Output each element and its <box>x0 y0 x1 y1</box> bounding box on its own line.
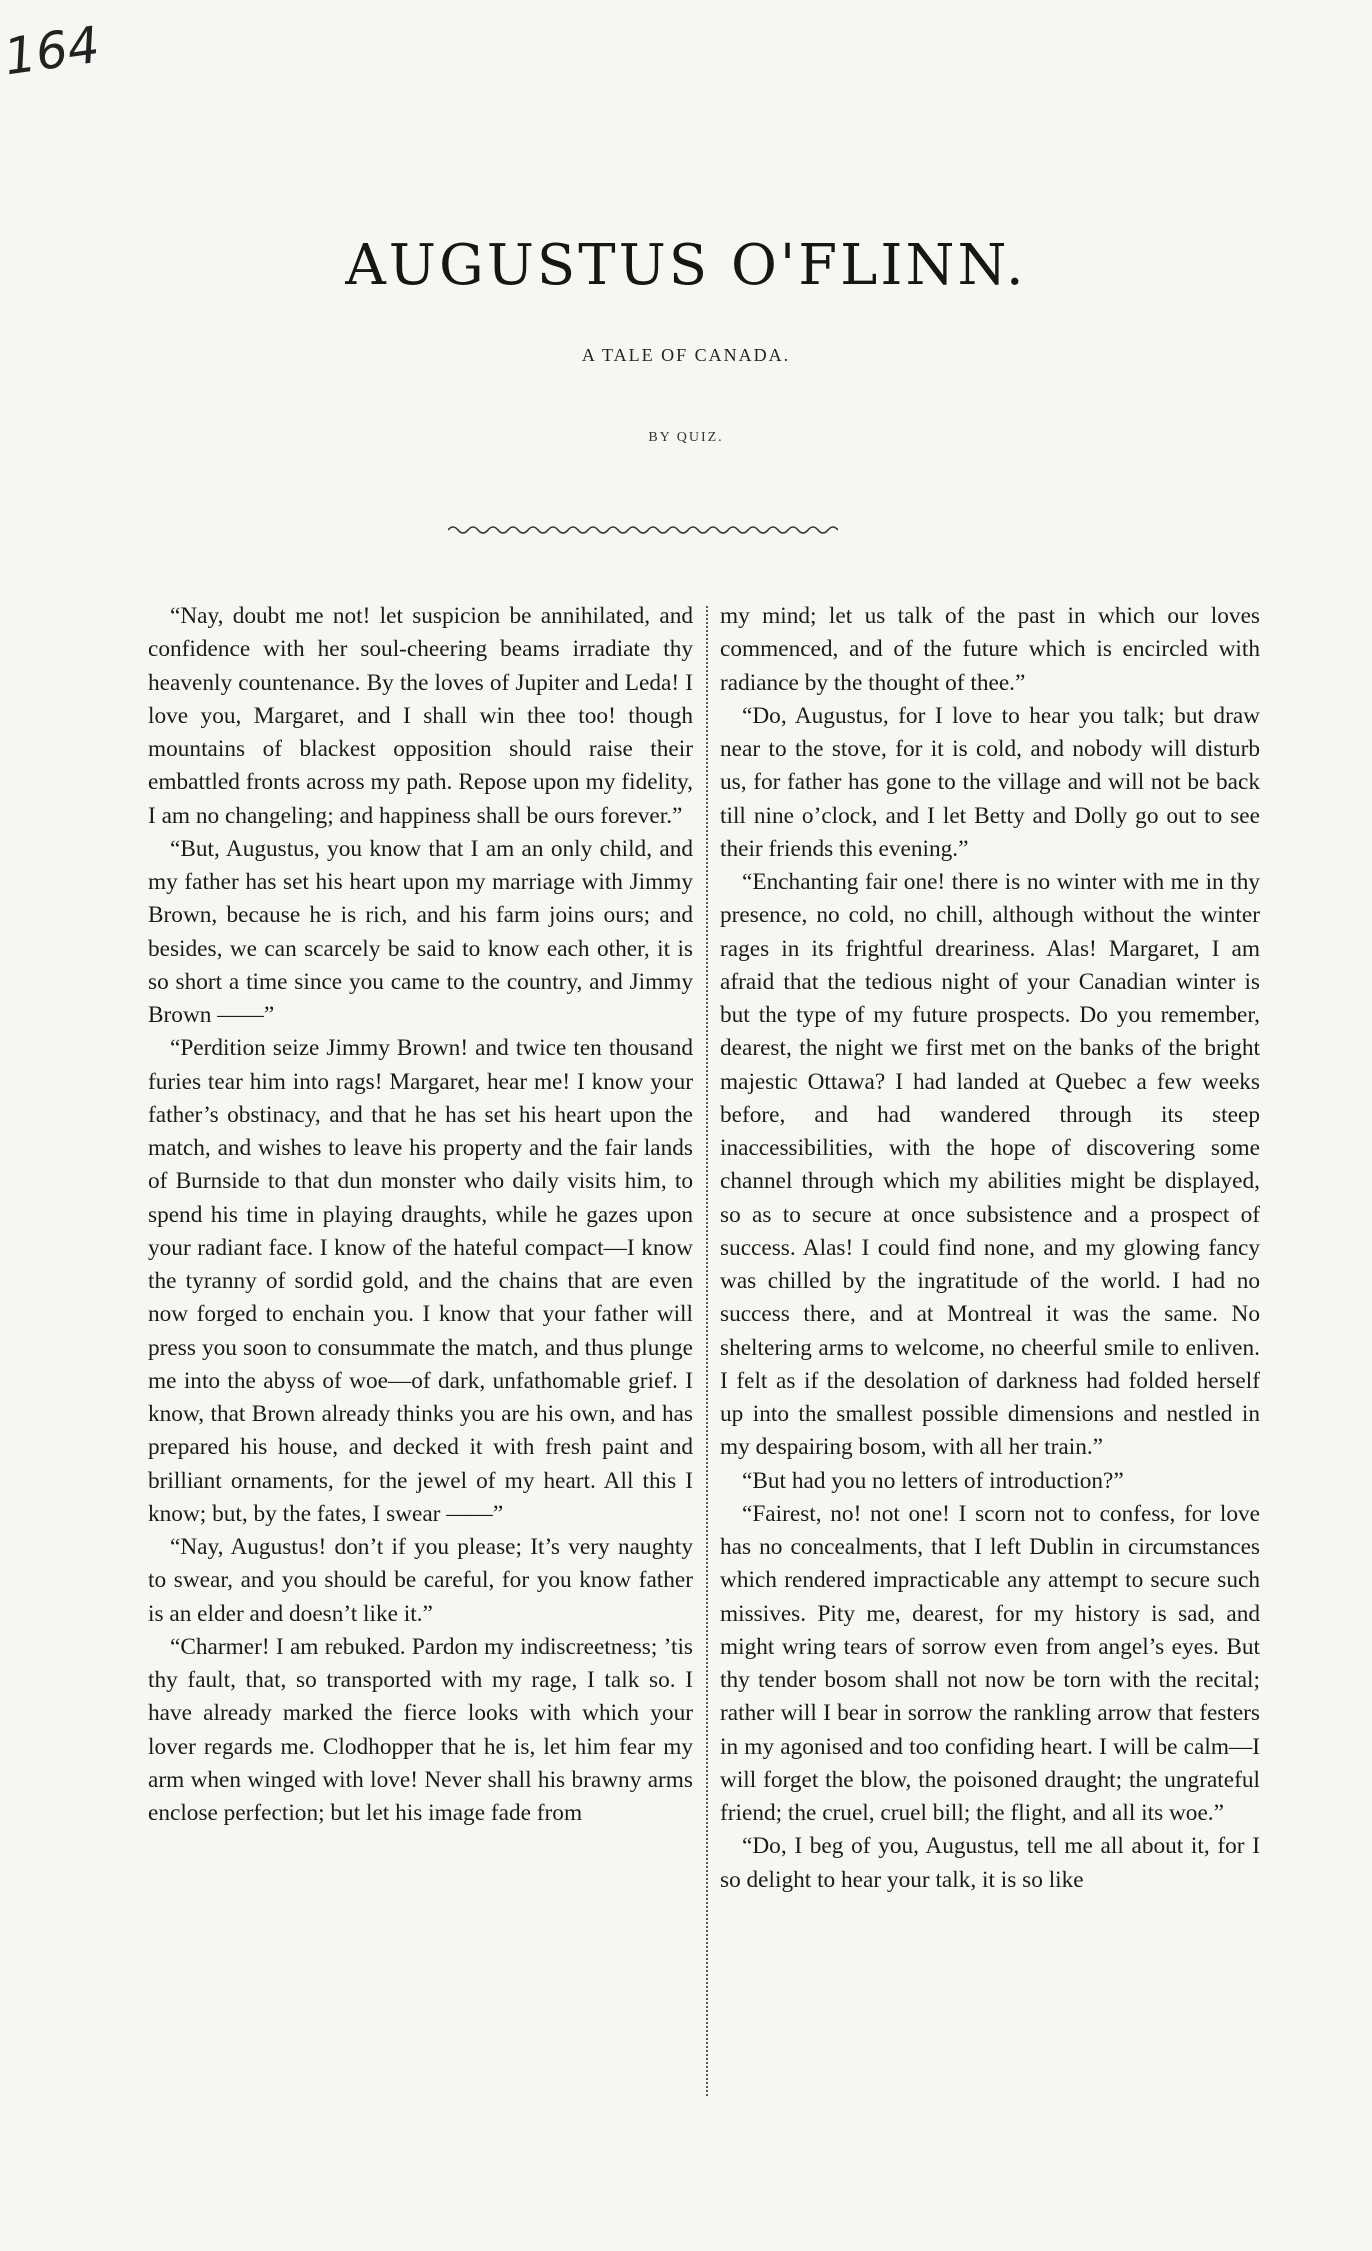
paragraph: “Do, Augustus, for I love to hear you talk; but draw near to the stove, for it is cold, and nobody will disturb us, for father has gone to the village and will not be back till nine o’clock, and I let Betty and Dolly go out to see their friends this evening.” <box>720 702 1260 862</box>
story-subtitle: A TALE OF CANADA. <box>581 345 791 365</box>
paragraph: “Enchanting fair one! there is no winter with me in thy presence, no cold, no chill, although without the winter rages in its frightful dreariness. Alas! Margaret, I am afraid that the tedious night of your Canadian winter is but the type of my future prospects. Do you remember, dearest, the night we first met on the banks of the bright majestic Ottawa? I had landed at Quebec a few weeks before, and had wandered through its steep inaccessibilities, with the hope of discovering some channel through which my abilities might be displayed, so as to secure at once subsistence and a prospect of success. Alas! I could find none, and my glowing fancy was chilled by the ingratitude of the world. I had no success there, and at Montreal it was the same. No sheltering arms to welcome, no cheerful smile to enliven. I felt as if the desolation of darkness had folded herself up into the smallest possible dimensions and nestled in my despairing bosom, with all her train.” <box>720 869 1260 1461</box>
right-column <box>720 600 1260 2095</box>
paragraph: “Nay, doubt me not! let suspicion be annihilated, and confidence with her soul-cheering beams irradiate thy heavenly countenance. By the loves of Jupiter and Leda! I love you, Margaret, and I shall win thee too! though mountains of blackest opposition should raise their embattled fronts across my path. Repose upon my fidelity, I am no changeling; and happiness shall be ours forever.” <box>148 603 693 829</box>
paragraph: “Fairest, no! not one! I scorn not to confess, for love has no concealments, that I left Dublin in circumstances which rendered impracticable any attempt to secure such missives. Pity me, dearest, for my history is sad, and might wring tears of sorrow even from angel’s eyes. But thy tender bosom shall not now be torn with the recital; rather will I bear in sorrow the rankling arrow that festers in my agonised and too confiding heart. I will be calm—I will forget the blow, the poisoned draught; the ungrateful friend; the cruel, cruel bill; the flight, and all its woe.” <box>720 1500 1260 1826</box>
paragraph: “Charmer! I am rebuked. Pardon my indiscreetness; ’tis thy fault, that, so transported with my rage, I talk so. I have already marked the fierce looks with which your lover regards me. Clodhopper that he is, let him fear my arm when winged with love! Never shall his brawny arms enclose perfection; but let his image fade from <box>148 1633 693 1826</box>
paragraph: my mind; let us talk of the past in which our loves commenced, and of the future which is encircled with radiance by the thought of thee.” <box>720 603 1260 696</box>
wavy-rule-ornament <box>448 522 838 538</box>
paragraph: “But had you no letters of introduction?” <box>742 1467 1124 1494</box>
paragraph: “Perdition seize Jimmy Brown! and twice ten thousand furies tear him into rags! Margaret, hear me! I know your father’s obstinacy, and that he has set his heart upon the match, and wishes to leave his property and the fair lands of Burnside to that dun monster who daily visits him, to spend his time in playing draughts, while he gazes upon your radiant face. I know of the hateful compact—I know the tyranny of sordid gold, and the chains that are even now forged to enchain you. I know that your father will press you soon to consummate the match, and thus plunge me into the abyss of woe—of dark, unfathomable grief. I know, that Brown already thinks you are his own, and has prepared his house, and decked it with fresh paint and brilliant ornaments, for the jewel of my heart. All this I know; but, by the fates, I swear ——” <box>148 1035 693 1527</box>
paragraph: “But, Augustus, you know that I am an only child, and my father has set his heart upon my marriage with Jimmy Brown, because he is rich, and his farm joins ours; and besides, we can scarcely be said to know each other, it is so short a time since you came to the country, and Jimmy Brown ——” <box>148 835 693 1028</box>
story-byline: BY QUIZ. <box>648 430 724 445</box>
column-divider <box>706 606 708 2096</box>
page-number: 164 <box>0 15 104 87</box>
paragraph: “Nay, Augustus! don’t if you please; It’s very naughty to swear, and you should be careful, for you know father is an elder and doesn’t like it.” <box>148 1534 693 1627</box>
left-column <box>148 600 693 2095</box>
story-title: AUGUSTUS O'FLINN. <box>345 233 1027 298</box>
paragraph: “Do, I beg of you, Augustus, tell me all about it, for I so delight to hear your talk, it is so like <box>720 1833 1260 1893</box>
